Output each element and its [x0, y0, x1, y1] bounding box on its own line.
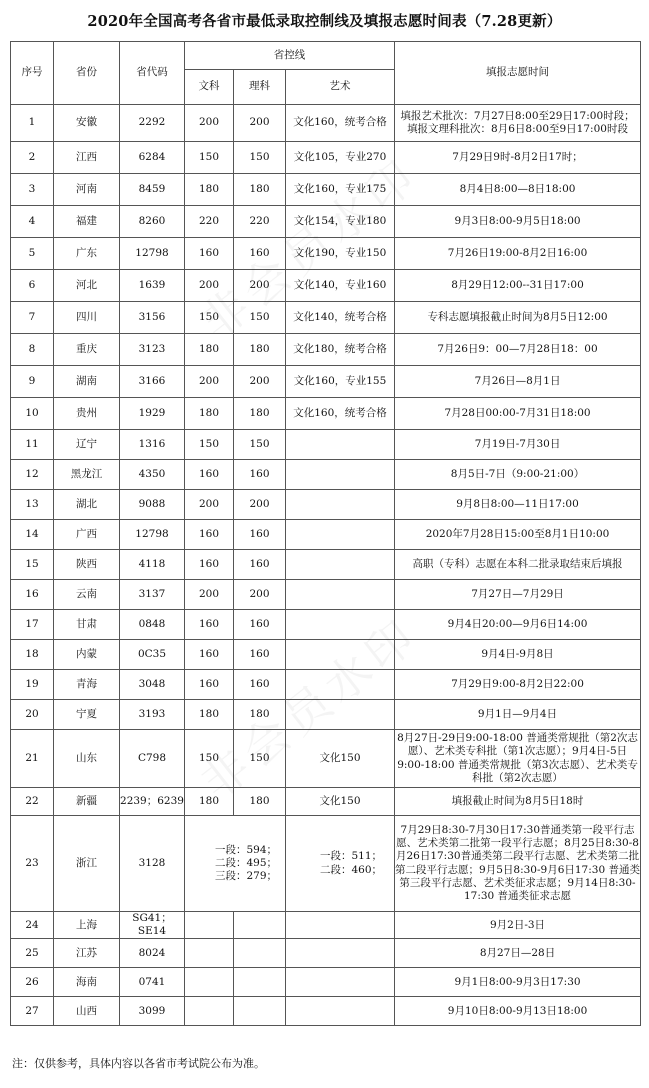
row-province: 山东 [54, 730, 120, 788]
row-province: 宁夏 [54, 700, 120, 730]
row-art: 文化150 [286, 730, 395, 788]
header-code: 省代码 [120, 42, 185, 105]
table-row [11, 302, 641, 334]
row-like [234, 912, 286, 939]
row-province: 湖南 [54, 366, 120, 398]
row-art: 文化140，专业160 [286, 270, 395, 302]
row-province: 江西 [54, 142, 120, 174]
row-code: 0848 [120, 610, 185, 640]
row-time: 7月29日8:30-7月30日17:30普通类第一段平行志愿、艺术类第二批第一段平行志愿；8月25日8:30-8月26日17:30普通类第二段平行志愿、艺术类第二批第二段平行志愿；9月5日8:30-9月6日17:30 普通类第三段平行志愿、艺术类征求志愿；9月14日8:30-17:30 普通类征求志愿 [395, 816, 641, 912]
row-no: 11 [11, 430, 54, 460]
row-like [234, 968, 286, 997]
row-art [286, 580, 395, 610]
row-like: 160 [234, 550, 286, 580]
row-code: 9088 [120, 490, 185, 520]
row-wenke: 150 [185, 430, 234, 460]
row-province: 江苏 [54, 939, 120, 968]
row-art [286, 640, 395, 670]
row-no: 18 [11, 640, 54, 670]
header-no: 序号 [11, 42, 54, 105]
row-wenke: 160 [185, 610, 234, 640]
row-province: 甘肃 [54, 610, 120, 640]
table-row [11, 788, 641, 816]
row-time: 9月3日8:00-9月5日18:00 [395, 206, 641, 238]
row-wenke: 160 [185, 640, 234, 670]
row-time: 8月29日12:00--31日17:00 [395, 270, 641, 302]
row-art [286, 520, 395, 550]
row-no: 13 [11, 490, 54, 520]
row-wenke: 200 [185, 366, 234, 398]
table-row [11, 939, 641, 968]
row-like: 200 [234, 105, 286, 142]
row-province: 贵州 [54, 398, 120, 430]
row-code: 3193 [120, 700, 185, 730]
table-row [11, 334, 641, 366]
row-wenke: 180 [185, 174, 234, 206]
table-row [11, 398, 641, 430]
row-province: 辽宁 [54, 430, 120, 460]
row-province: 黑龙江 [54, 460, 120, 490]
row-province: 云南 [54, 580, 120, 610]
row-wenke [185, 912, 234, 939]
row-province: 湖北 [54, 490, 120, 520]
row-province: 河北 [54, 270, 120, 302]
row-like: 180 [234, 788, 286, 816]
table-row [11, 670, 641, 700]
row-wenke: 180 [185, 700, 234, 730]
row-province: 陕西 [54, 550, 120, 580]
row-art: 文化160，专业155 [286, 366, 395, 398]
row-no: 7 [11, 302, 54, 334]
header-province: 省份 [54, 42, 120, 105]
row-art: 文化154，专业180 [286, 206, 395, 238]
row-art: 一段：511； 二段：460； [286, 816, 395, 912]
row-code: 1639 [120, 270, 185, 302]
row-control-merged: 一段：594； 二段：495； 三段：279； [185, 816, 286, 912]
row-no: 9 [11, 366, 54, 398]
row-time: 2020年7月28日15:00至8月1日10:00 [395, 520, 641, 550]
row-time: 7月29日9时-8月2日17时； [395, 142, 641, 174]
row-province: 内蒙 [54, 640, 120, 670]
row-like: 150 [234, 142, 286, 174]
row-code: 0741 [120, 968, 185, 997]
table-row [11, 270, 641, 302]
row-code: 3048 [120, 670, 185, 700]
table-row [11, 550, 641, 580]
row-code: 3137 [120, 580, 185, 610]
row-wenke: 200 [185, 490, 234, 520]
row-province: 福建 [54, 206, 120, 238]
row-art [286, 490, 395, 520]
row-like: 160 [234, 460, 286, 490]
row-wenke: 150 [185, 302, 234, 334]
row-like: 150 [234, 430, 286, 460]
row-like: 180 [234, 334, 286, 366]
row-time: 7月27日—7月29日 [395, 580, 641, 610]
row-no: 20 [11, 700, 54, 730]
row-code: 1929 [120, 398, 185, 430]
row-like [234, 997, 286, 1026]
row-time: 7月26日—8月1日 [395, 366, 641, 398]
row-code: 12798 [120, 520, 185, 550]
row-wenke: 180 [185, 788, 234, 816]
row-time: 专科志愿填报截止时间为8月5日12:00 [395, 302, 641, 334]
row-no: 26 [11, 968, 54, 997]
row-time: 7月28日00:00-7月31日18:00 [395, 398, 641, 430]
row-like: 180 [234, 174, 286, 206]
row-code: 6284 [120, 142, 185, 174]
table-row [11, 105, 641, 142]
row-wenke [185, 968, 234, 997]
table-row [11, 580, 641, 610]
row-wenke: 160 [185, 460, 234, 490]
row-time: 填报艺术批次：7月27日8:00至29日17:00时段； 填报文理科批次：8月6日8:00至9日17:00时段 [395, 105, 641, 142]
row-time: 9月2日-3日 [395, 912, 641, 939]
row-wenke: 200 [185, 270, 234, 302]
row-wenke: 180 [185, 398, 234, 430]
row-art [286, 460, 395, 490]
row-no: 5 [11, 238, 54, 270]
row-province: 四川 [54, 302, 120, 334]
row-time: 填报截止时间为8月5日18时 [395, 788, 641, 816]
row-art [286, 670, 395, 700]
row-province: 浙江 [54, 816, 120, 912]
table-body [11, 105, 641, 1026]
row-wenke: 200 [185, 580, 234, 610]
row-province: 广东 [54, 238, 120, 270]
table-row [11, 816, 641, 912]
row-province: 重庆 [54, 334, 120, 366]
row-like [234, 939, 286, 968]
row-code: 3156 [120, 302, 185, 334]
row-no: 21 [11, 730, 54, 788]
row-no: 3 [11, 174, 54, 206]
row-province: 安徽 [54, 105, 120, 142]
row-no: 16 [11, 580, 54, 610]
row-code: 8024 [120, 939, 185, 968]
row-wenke: 160 [185, 550, 234, 580]
row-no: 24 [11, 912, 54, 939]
row-no: 23 [11, 816, 54, 912]
row-time: 8月27日-29日9:00-18:00 普通类常规批（第2次志愿）、艺术类专科批（第1次志愿）；9月4日-5日9:00-18:00 普通类常规批（第3次志愿）、艺术类专科批（第2次志愿） [395, 730, 641, 788]
row-art: 文化160，统考合格 [286, 398, 395, 430]
row-like: 180 [234, 398, 286, 430]
row-art [286, 700, 395, 730]
row-time: 7月26日9：00—7月28日18：00 [395, 334, 641, 366]
row-no: 19 [11, 670, 54, 700]
row-like: 200 [234, 366, 286, 398]
row-time: 8月4日8:00—8日18:00 [395, 174, 641, 206]
row-wenke: 220 [185, 206, 234, 238]
row-wenke: 160 [185, 520, 234, 550]
row-art: 文化180，统考合格 [286, 334, 395, 366]
table-row [11, 430, 641, 460]
row-province: 河南 [54, 174, 120, 206]
row-code: 12798 [120, 238, 185, 270]
row-art [286, 610, 395, 640]
row-no: 15 [11, 550, 54, 580]
table-row [11, 700, 641, 730]
row-province: 山西 [54, 997, 120, 1026]
row-art [286, 939, 395, 968]
row-time: 8月27日—28日 [395, 939, 641, 968]
row-time: 9月8日8:00—11日17:00 [395, 490, 641, 520]
row-like: 160 [234, 520, 286, 550]
row-art: 文化160，专业175 [286, 174, 395, 206]
table-row [11, 460, 641, 490]
row-code: 2239；6239 [120, 788, 185, 816]
row-time: 7月19日-7月30日 [395, 430, 641, 460]
row-province: 青海 [54, 670, 120, 700]
page-title: 2020年全国高考各省市最低录取控制线及填报志愿时间表（7.28更新） [87, 13, 562, 30]
row-wenke: 200 [185, 105, 234, 142]
row-province: 新疆 [54, 788, 120, 816]
row-code: SG41；SE14 [120, 912, 185, 939]
row-wenke: 150 [185, 142, 234, 174]
row-art [286, 430, 395, 460]
table-row [11, 912, 641, 939]
header-control-line: 省控线 [185, 42, 395, 70]
row-no: 17 [11, 610, 54, 640]
row-no: 22 [11, 788, 54, 816]
row-like: 220 [234, 206, 286, 238]
header-like: 理科 [234, 70, 286, 105]
row-code: 8260 [120, 206, 185, 238]
row-code: 8459 [120, 174, 185, 206]
row-wenke [185, 997, 234, 1026]
row-art [286, 968, 395, 997]
row-time: 9月10日8:00-9月13日18:00 [395, 997, 641, 1026]
row-time: 9月1日8:00-9月3日17:30 [395, 968, 641, 997]
row-like: 200 [234, 270, 286, 302]
table-row [11, 490, 641, 520]
row-like: 160 [234, 670, 286, 700]
row-code: 3128 [120, 816, 185, 912]
row-like: 180 [234, 700, 286, 730]
table-row [11, 520, 641, 550]
row-art: 文化190，专业150 [286, 238, 395, 270]
row-like: 160 [234, 640, 286, 670]
row-art [286, 550, 395, 580]
row-code: 3166 [120, 366, 185, 398]
row-no: 1 [11, 105, 54, 142]
row-like: 160 [234, 610, 286, 640]
table-row [11, 968, 641, 997]
row-province: 广西 [54, 520, 120, 550]
row-code: 1316 [120, 430, 185, 460]
row-no: 12 [11, 460, 54, 490]
row-wenke [185, 939, 234, 968]
row-like: 150 [234, 730, 286, 788]
row-time: 7月26日19:00-8月2日16:00 [395, 238, 641, 270]
row-art: 文化140，统考合格 [286, 302, 395, 334]
row-art: 文化150 [286, 788, 395, 816]
header-art: 艺术 [286, 70, 395, 105]
admission-table [10, 41, 641, 1026]
row-like: 160 [234, 238, 286, 270]
row-province: 海南 [54, 968, 120, 997]
row-code: 3099 [120, 997, 185, 1026]
row-time: 高职（专科）志愿在本科二批录取结束后填报 [395, 550, 641, 580]
table-row [11, 366, 641, 398]
row-like: 200 [234, 580, 286, 610]
row-province: 上海 [54, 912, 120, 939]
table-row [11, 142, 641, 174]
row-code: 4118 [120, 550, 185, 580]
row-wenke: 180 [185, 334, 234, 366]
table-row [11, 640, 641, 670]
header-wenke: 文科 [185, 70, 234, 105]
row-no: 6 [11, 270, 54, 302]
row-code: 2292 [120, 105, 185, 142]
row-like: 150 [234, 302, 286, 334]
row-code: 3123 [120, 334, 185, 366]
footnote: 注：仅供参考，具体内容以各省市考试院公布为准。 [12, 1057, 265, 1070]
row-no: 4 [11, 206, 54, 238]
row-art [286, 997, 395, 1026]
row-code: 4350 [120, 460, 185, 490]
table-row [11, 730, 641, 788]
row-no: 25 [11, 939, 54, 968]
row-wenke: 160 [185, 670, 234, 700]
row-art: 文化160，统考合格 [286, 105, 395, 142]
row-time: 7月29日9:00-8月2日22:00 [395, 670, 641, 700]
row-time: 9月1日—9月4日 [395, 700, 641, 730]
row-art: 文化105，专业270 [286, 142, 395, 174]
table-row [11, 174, 641, 206]
row-no: 27 [11, 997, 54, 1026]
row-no: 14 [11, 520, 54, 550]
row-no: 8 [11, 334, 54, 366]
row-wenke: 160 [185, 238, 234, 270]
row-wenke: 150 [185, 730, 234, 788]
row-no: 10 [11, 398, 54, 430]
row-time: 8月5日-7日（9:00-21:00） [395, 460, 641, 490]
row-like: 200 [234, 490, 286, 520]
row-no: 2 [11, 142, 54, 174]
header-time: 填报志愿时间 [395, 42, 641, 105]
row-code: 0C35 [120, 640, 185, 670]
row-art [286, 912, 395, 939]
table-row [11, 610, 641, 640]
table-row [11, 238, 641, 270]
row-code: C798 [120, 730, 185, 788]
row-time: 9月4日20:00—9月6日14:00 [395, 610, 641, 640]
row-time: 9月4日-9月8日 [395, 640, 641, 670]
table-row [11, 997, 641, 1026]
table-row [11, 206, 641, 238]
